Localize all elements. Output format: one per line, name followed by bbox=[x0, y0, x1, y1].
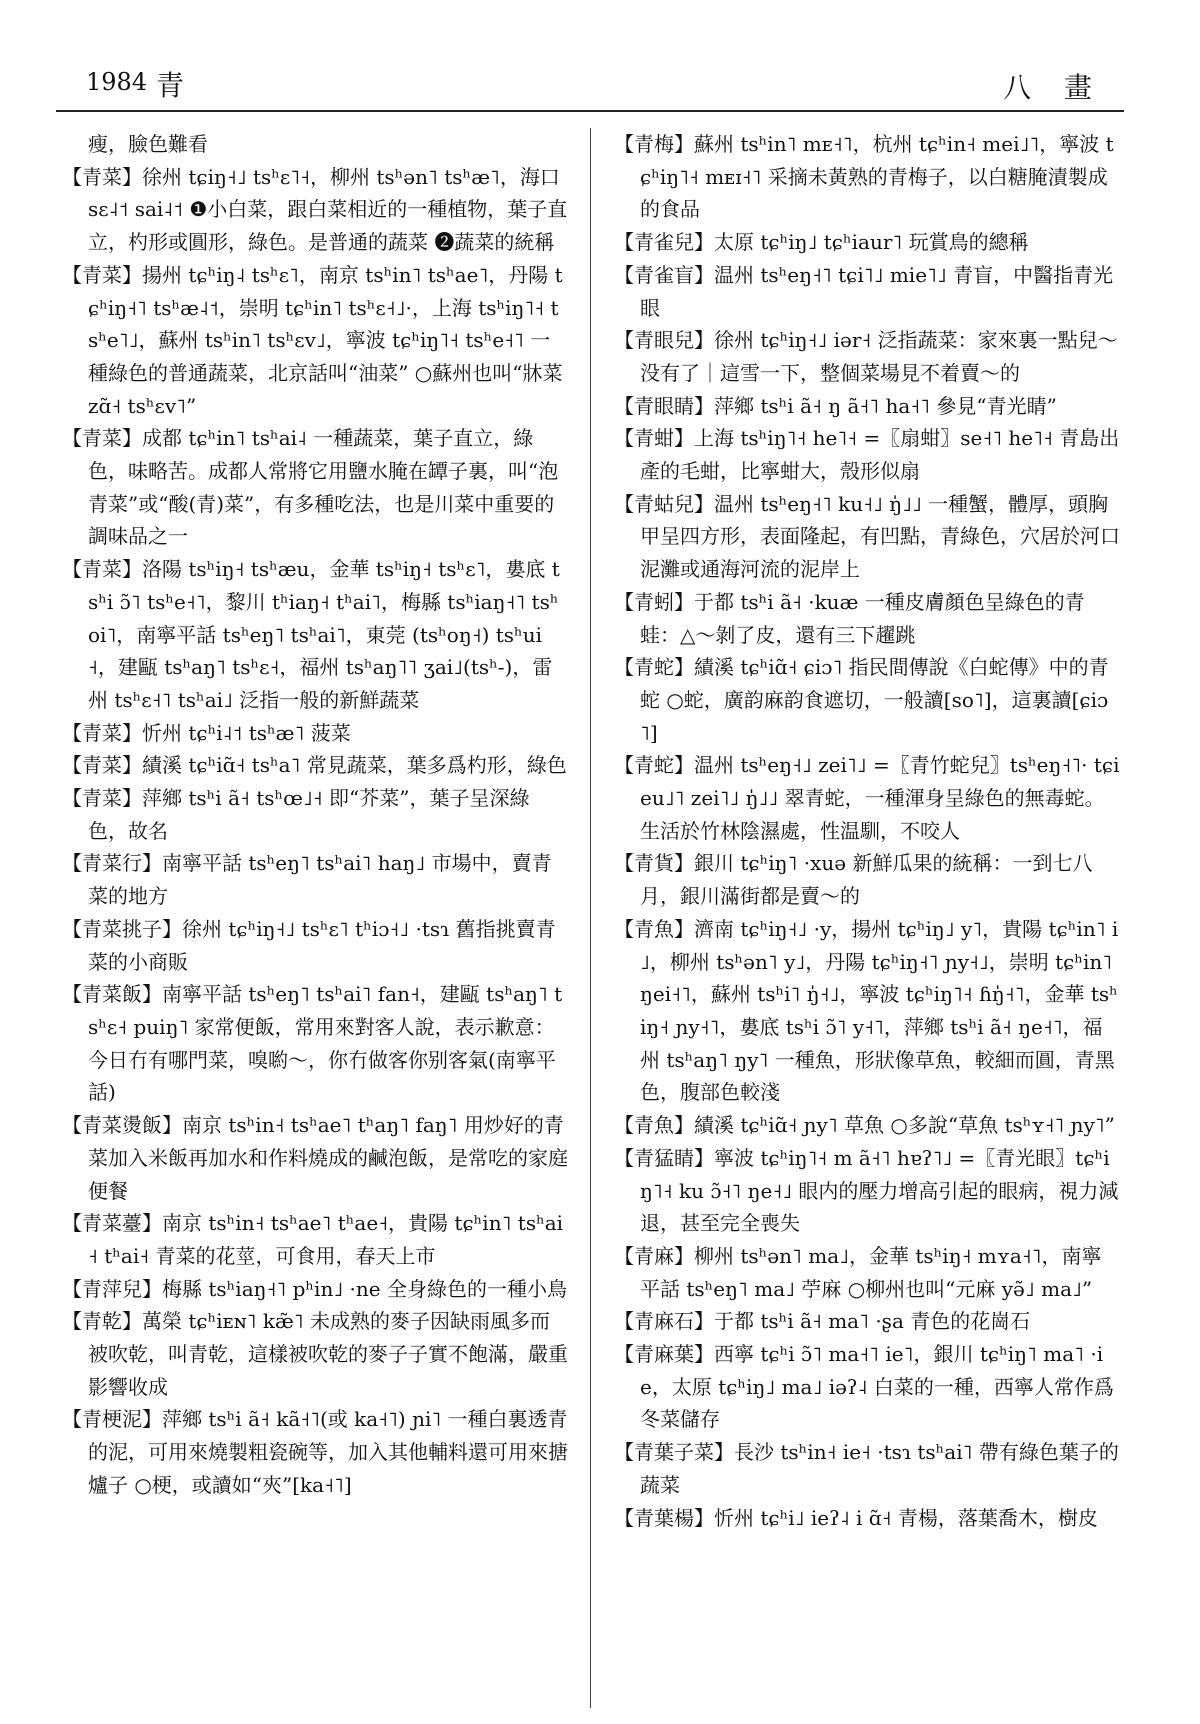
dictionary-entry: 【青雀兒】太原 tɕʰiŋ˩ tɕʰiaur˥ 玩賞鳥的總稱 bbox=[614, 230, 1029, 255]
dictionary-entry: 【青菜挑子】徐州 tɕʰiŋ˧˩ tsʰɛ˥ tʰiɔ˧˩ ·tsɿ 舊指挑賣青菜的小商販 bbox=[62, 916, 556, 974]
header-rule bbox=[56, 110, 1124, 112]
dictionary-entry: 【青眼兒】徐州 tɕʰiŋ˧˩ iər˧ 泛指蔬菜：家來裏一點兒～没有了｜這雪一下，整個菜場見不着賣～的 bbox=[614, 328, 1118, 385]
dictionary-entry: 【青菜】績溪 tɕʰiɑ̃˧ tsʰa˥ 常見蔬菜，葉多爲杓形，綠色 bbox=[62, 753, 567, 778]
page-header bbox=[56, 60, 1124, 116]
dictionary-entry: 【青雀盲】温州 tsʰeŋ˧˥ tɕi˥˩ mie˥˩ 青盲，中醫指青光眼 bbox=[614, 262, 1114, 320]
dictionary-entry: 【青菜薹】南京 tsʰin˧ tsʰae˥ tʰae˧，貴陽 tɕʰin˥ tsʰai˧ tʰai˧ 青菜的花莖，可食用，春天上市 bbox=[62, 1211, 564, 1268]
dictionary-entry: 【青菜燙飯】南京 tsʰin˧ tsʰae˥ tʰaŋ˥ faŋ˥ 用炒好的青菜加入米飯再加水和作料燒成的鹹泡飯，是常吃的家庭便餐 bbox=[62, 1113, 568, 1203]
right-column bbox=[614, 128, 1120, 1534]
column-divider bbox=[590, 128, 591, 1708]
dictionary-entry: 【青麻石】于都 tsʰi ã˧ ma˥ ·ʂa 青色的花崗石 bbox=[614, 1309, 1031, 1334]
dictionary-entry: 【青蛄兒】温州 tsʰeŋ˧˥ ku˧˩ ŋ̍˩˩ 一種蟹，體厚，頭胸甲呈四方形，表面隆起，有凹點，青綠色，穴居於河口泥灘或通海河流的泥岸上 bbox=[614, 491, 1120, 582]
dictionary-entry: 【青蛇】績溪 tɕʰiɑ̃˧ ɕiɔ˥ 指民間傳說《白蛇傳》中的青蛇 ○蛇，廣韵麻韵食遮切，一般讀[so˥]，這裏讀[ɕiɔ˥] bbox=[614, 655, 1109, 745]
dictionary-entry: 【青菜飯】南寧平話 tsʰeŋ˥ tsʰai˥ fan˧，建甌 tsʰaŋ˥ tsʰɛ˧ puiŋ˥ 家常便飯，常用來對客人說，表示歉意：今日冇有哪門菜，嗅喲～，你冇做客你别客氣(南寧平話) bbox=[62, 982, 563, 1105]
dictionary-entry: 【青萍兒】梅縣 tsʰiaŋ˧˥ pʰin˩ ·ne 全身綠色的一種小鳥 bbox=[62, 1276, 567, 1301]
dictionary-entry: 【青菜】萍鄉 tsʰi ã˧ tsʰœ˩˧ 即“芥菜”，葉子呈深綠色，故名 bbox=[62, 786, 530, 843]
dictionary-entry: 【青菜】徐州 tɕiŋ˧˩ tsʰɛ˥˧，柳州 tsʰən˥ tsʰæ˥，海口 sɛ˨˦ sai˨˦ ❶小白菜，跟白菜相近的一種植物，葉子直立，杓形或圓形，綠色。是普通的蔬菜 ❷蔬菜的統稱 bbox=[62, 164, 568, 255]
left-column bbox=[62, 128, 568, 1502]
section-label: 八 畫 bbox=[1003, 71, 1104, 104]
dictionary-entry: 瘦，臉色難看 bbox=[88, 132, 208, 156]
dictionary-entry: 【青魚】績溪 tɕʰiɑ̃˧ ɲy˥ 草魚 ○多說“草魚 tsʰʏ˧˥ ɲy˥” bbox=[614, 1113, 1115, 1138]
dictionary-entry: 【青菜】洛陽 tsʰiŋ˧ tsʰæu，金華 tsʰiŋ˧ tsʰɛ˥，婁底 tsʰi ɔ̃˥ tsʰe˧˥，黎川 tʰiaŋ˧ tʰai˥，梅縣 tsʰiaŋ˧˥ tsʰoi˥，南寧平話 tsʰeŋ˥ tsʰai˥，東莞 (tsʰoŋ˧) tsʰui˧，建甌 tsʰaŋ˥ tsʰɛ˧，福州 tsʰaŋ˥˥ ʒai˩(tsʰ-)，雷州 tsʰɛ˧˥ tsʰai˩ 泛指一般的新鮮蔬菜 bbox=[62, 557, 560, 712]
dictionary-entry: 【青乾】萬榮 tɕʰiᴇɴ˥ kæ̃˥ 未成熟的麥子因缺雨風多而被吹乾，叫青乾，這樣被吹乾的麥子子實不飽滿，嚴重影響收成 bbox=[62, 1309, 568, 1399]
dictionary-entry: 【青貨】銀川 tɕʰiŋ˥ ·xuə 新鮮瓜果的統稱：一到七八月，銀川滿街都是賣～的 bbox=[614, 851, 1093, 909]
dictionary-entry: 【青菜】忻州 tɕʰi˨˦ tsʰæ˥ 菠菜 bbox=[62, 720, 351, 745]
dictionary-entry: 【青梅】蘇州 tsʰin˥ mᴇ˧˥，杭州 tɕʰin˧ mei˩˥，寧波 tɕʰiŋ˥˧ mᴇɪ˧˥ 采摘未黃熟的青梅子，以白糖腌漬製成的食品 bbox=[614, 132, 1114, 222]
dictionary-entry: 【青菜】揚州 tɕʰiŋ˨ tsʰɛ˥，南京 tsʰin˥ tsʰae˥，丹陽 tɕʰiŋ˧˥ tsʰæ˨˦，崇明 tɕʰin˥ tsʰɛ˧˩·，上海 tsʰiŋ˥˧ tsʰe˥˩，蘇州 tsʰin˥ tsʰɛᴠ˩，寧波 tɕʰiŋ˥˧ tsʰe˧˥ 一種綠色的普通蔬菜，北京話叫“油菜” ○蘇州也叫“牀菜 zɑ̃˧ tsʰɛᴠ˥” bbox=[62, 262, 563, 418]
dictionary-entry: 【青魚】濟南 tɕʰiŋ˧˩ ·y，揚州 tɕʰiŋ˩ y˥，貴陽 tɕʰin˥ i˩，柳州 tsʰən˥ y˩，丹陽 tɕʰiŋ˧˥ ɲy˧˩，崇明 tɕʰin˥ ŋei˧˥，蘇州 tsʰi˥ ŋ̍˧˩，寧波 tɕʰiŋ˥˧ ɦŋ̍˧˥，金華 tsʰiŋ˧ ɲy˧˥，婁底 tsʰi ɔ̃˥ y˧˥，萍鄉 tsʰi ã˧ ŋe˧˥，福州 tsʰaŋ˥ ŋy˥ 一種魚，形狀像草魚，較細而圓，青黑色，腹部色較淺 bbox=[614, 916, 1119, 1105]
dictionary-entry: 【青猛睛】寧波 tɕʰiŋ˥˧ m ã˧˥ hɐʔ˥˩ =〖青光眼〗tɕʰiŋ˥˧ ku ɔ̃˧˥ ŋe˧˩ 眼内的壓力增高引起的眼病，視力減退，甚至完全喪失 bbox=[614, 1145, 1119, 1236]
dictionary-entry: 【青蚶】上海 tsʰiŋ˥˧ he˥˧ =〖扇蚶〗se˧˥ he˥˧ 青島出產的毛蚶，比寧蚶大，殼形似扇 bbox=[614, 426, 1120, 484]
dictionary-entry: 【青菜】成都 tɕʰin˥ tsʰai˨ 一種蔬菜，葉子直立，綠色，味略苦。成都人常將它用鹽水腌在罈子裏，叫“泡青菜”或“酸(青)菜”，有多種吃法，也是川菜中重要的調味品之一 bbox=[62, 426, 559, 549]
dictionary-entry: 【青蚓】于都 tsʰi ã˧ ·kuæ 一種皮膚顏色呈綠色的青蛙：△～剝了皮，還有三下趯跳 bbox=[614, 589, 1085, 647]
dictionary-entry: 【青梗泥】萍鄉 tsʰi ã˧ kã˧˥(或 ka˧˥) ɲi˥ 一種白裏透青的泥，可用來燒製粗瓷碗等，加入其他輔料還可用來搪爐子 ○梗，或讀如“夾”[ka˧˥] bbox=[62, 1407, 568, 1497]
dictionary-entry: 【青菜行】南寧平話 tsʰeŋ˥ tsʰai˥ haŋ˩ 市場中，賣青菜的地方 bbox=[62, 851, 552, 909]
dictionary-entry: 【青麻葉】西寧 tɕʰi ɔ̃˥ ma˧˥ ie˥，銀川 tɕʰiŋ˥ ma˥ ·ie，太原 tɕʰiŋ˩ ma˩ iəʔ˨ 白菜的一種，西寧人常作爲冬菜儲存 bbox=[614, 1342, 1114, 1432]
dictionary-entry: 【青葉楊】忻州 tɕʰi˩ ieʔ˨ i ɑ̃˧ 青楊，落葉喬木，樹皮 bbox=[614, 1505, 1098, 1530]
page-number: 1984 bbox=[86, 68, 148, 96]
dictionary-entry: 【青麻】柳州 tsʰən˥ ma˩，金華 tsʰiŋ˧ mʏa˧˥，南寧平話 tsʰeŋ˥ ma˩ 苧麻 ○柳州也叫“元麻 yə̃˩ ma˩” bbox=[614, 1243, 1102, 1301]
dictionary-entry: 【青葉子菜】長沙 tsʰin˧ ie˧ ·tsɿ tsʰai˥ 帶有綠色葉子的蔬菜 bbox=[614, 1440, 1119, 1497]
head-character: 青 bbox=[156, 69, 185, 102]
dictionary-entry: 【青眼睛】萍鄉 tsʰi ã˧ ŋ ã˧˥ ha˧˥ 參見“青光睛” bbox=[614, 393, 1057, 418]
dictionary-entry: 【青蛇】温州 tsʰeŋ˧˩ zei˥˩ =〖青竹蛇兒〗tsʰeŋ˧˥· tɕieu˩˥ zei˥˩ ŋ̍˩˩ 翠青蛇，一種渾身呈綠色的無毒蛇。生活於竹林陰濕處，性温馴，不咬人 bbox=[614, 753, 1120, 843]
